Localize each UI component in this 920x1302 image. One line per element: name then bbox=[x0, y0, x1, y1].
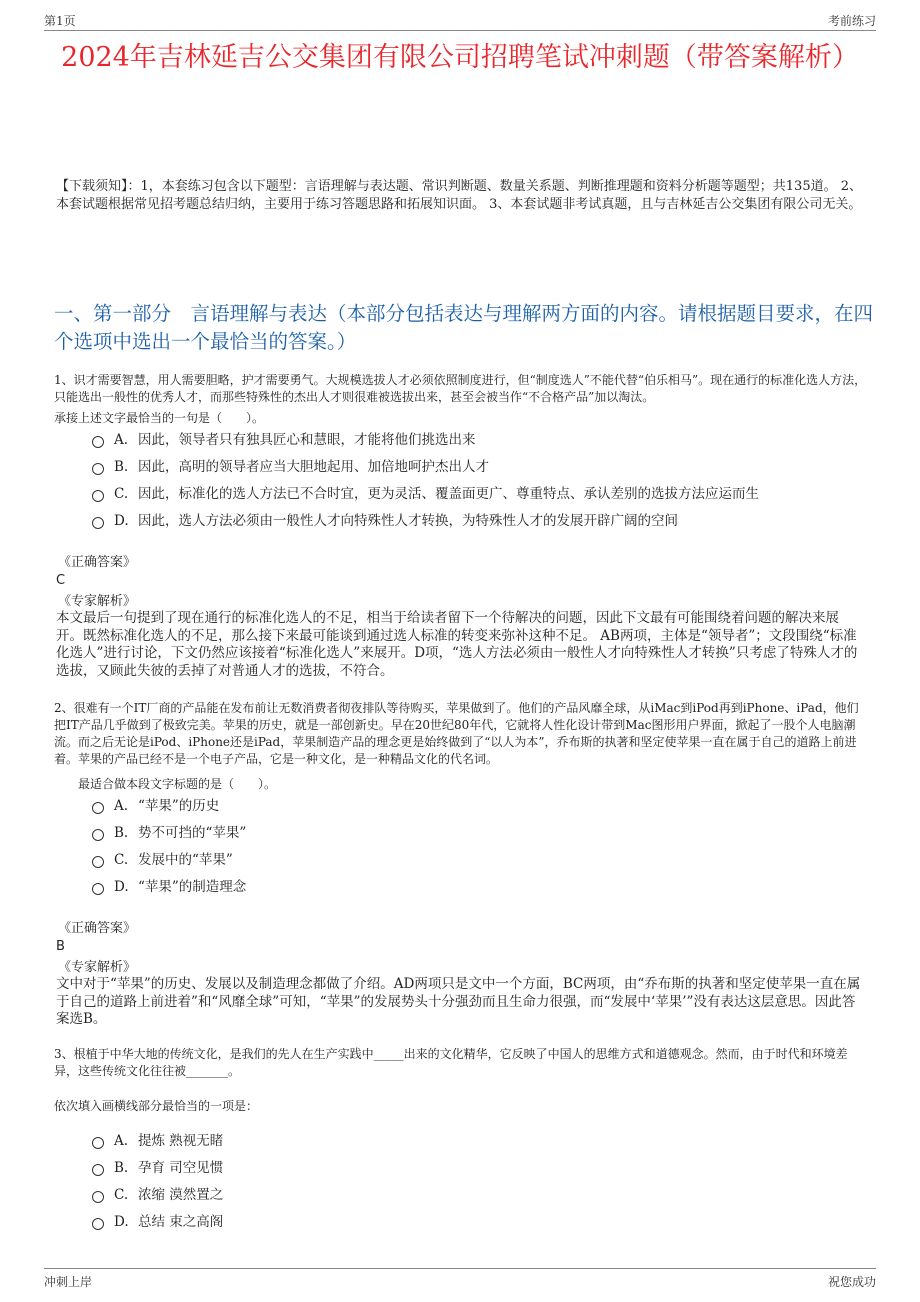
question-2-text: 2、很难有一个IT厂商的产品能在发布前让无数消费者彻夜排队等待购买，苹果做到了。他们的产品风靡全球，从iMac到iPod再到iPhone、iPad，他们把IT产品几乎做到了极致完美。苹果的历史，就是一部创新史。早在20世纪80年代，它就将人性化设计带到Mac图形用户界面，掀起了一股个人电脑潮流。而之后无论是iPod、iPhone还是iPad，苹果制造产品的理念更是始终做到了“以人为本”，乔布斯的执著和坚定使苹果一直在属于自己的道路上前进着。苹果的产品已经不是一个电子产品，它是一种文化，是一种精品文化的代名词。 bbox=[54, 701, 859, 766]
question-1-text: 1、识才需要智慧，用人需要胆略，护才需要勇气。大规模选拔人才必须依照制度进行，但“制度选人”不能代替“伯乐相马”。现在通行的标准化选人方法，只能选出一般性的优秀人才，而那些特殊性的杰出人才则很难被选拔出来，甚至会被当作“不合格产品”加以淘汰。 bbox=[54, 373, 867, 404]
radio-icon[interactable] bbox=[92, 517, 104, 529]
page-footer bbox=[44, 1268, 876, 1293]
question-2-prompt: 最适合做本段文字标题的是（ ）。 bbox=[78, 777, 277, 791]
radio-icon[interactable] bbox=[92, 829, 104, 841]
radio-icon[interactable] bbox=[92, 436, 104, 448]
question-1-answer: C bbox=[56, 573, 66, 588]
question-1-analysis-label: 《专家解析》 bbox=[58, 594, 137, 609]
radio-icon[interactable] bbox=[92, 463, 104, 475]
document-title: 2024年吉林延吉公交集团有限公司招聘笔试冲刺题（带答案解析） bbox=[61, 42, 859, 73]
question-1-option-a[interactable]: A. 因此，领导者只有独具匠心和慧眼，才能将他们挑选出来 bbox=[92, 431, 476, 449]
footer-left: 冲刺上岸 bbox=[44, 1275, 93, 1289]
question-3-option-c[interactable]: C. 浓缩 漠然置之 bbox=[92, 1186, 223, 1204]
radio-icon[interactable] bbox=[92, 1191, 104, 1203]
question-2-option-d[interactable]: D. “苹果”的制造理念 bbox=[92, 878, 246, 896]
footer-right: 祝您成功 bbox=[827, 1275, 876, 1289]
radio-icon[interactable] bbox=[92, 1164, 104, 1176]
question-1-option-c[interactable]: C. 因此，标准化的选人方法已不合时宜，更为灵活、覆盖面更广、尊重特点、承认差别的选拔方法应运而生 bbox=[92, 485, 759, 503]
radio-icon[interactable] bbox=[92, 883, 104, 895]
question-2-answer-label: 《正确答案》 bbox=[58, 921, 137, 936]
question-3-text: 3、根植于中华大地的传统文化，是我们的先人在生产实践中_____出来的文化精华，它反映了中国人的思维方式和道德观念。然而，由于时代和环境差异，这些传统文化往往被_______。 bbox=[54, 1047, 848, 1078]
question-2-analysis-label: 《专家解析》 bbox=[58, 960, 137, 975]
page-number: 第1页 bbox=[44, 14, 76, 28]
question-2-option-b[interactable]: B. 势不可挡的“苹果” bbox=[92, 824, 246, 842]
question-2-option-c[interactable]: C. 发展中的“苹果” bbox=[92, 851, 233, 869]
section-title: 一、第一部分 言语理解与表达（本部分包括表达与理解两方面的内容。请根据题目要求，在四个选项中选出一个最恰当的答案。） bbox=[54, 302, 874, 353]
question-1-answer-label: 《正确答案》 bbox=[58, 555, 137, 570]
question-1-option-b[interactable]: B. 因此，高明的领导者应当大胆地起用、加倍地呵护杰出人才 bbox=[92, 458, 489, 476]
question-2-analysis: 文中对于“苹果”的历史、发展以及制造理念都做了介绍。AD两项只是文中一个方面，BC两项，由“乔布斯的执著和坚定使苹果一直在属于自己的道路上前进着”和“风靡全球”可知，“苹果”的发展势头十分强劲而且生命力很强，而“发展中‘苹果’”没有表达这层意思。因此答案选B。 bbox=[56, 976, 861, 1027]
radio-icon[interactable] bbox=[92, 490, 104, 502]
radio-icon[interactable] bbox=[92, 856, 104, 868]
question-1-analysis: 本文最后一句提到了现在通行的标准化选人的不足，相当于给读者留下一个待解决的问题，因此下文最有可能围绕着问题的解决来展开。既然标准化选人的不足，那么接下来最可能谈到通过选人标准的转变来弥补这种不足。 AB两项，主体是“领导者”；文段围绕“标准化选人”进行讨论，下文仍然应该接着“标准化选人”来展开。D项，“选人方法必须由一般性人才向特殊性人才转换”只考虑了特殊人才的选拔，又顾此失彼的丢掉了对普通人才的选拔，不符合。 bbox=[56, 610, 858, 679]
question-3-option-b[interactable]: B. 孕育 司空见惯 bbox=[92, 1159, 223, 1177]
header-label: 考前练习 bbox=[827, 14, 876, 28]
question-3-prompt: 依次填入画横线部分最恰当的一项是： bbox=[54, 1099, 259, 1113]
radio-icon[interactable] bbox=[92, 1137, 104, 1149]
question-1-option-d[interactable]: D. 因此，选人方法必须由一般性人才向特殊性人才转换，为特殊性人才的发展开辟广阔的空间 bbox=[92, 512, 678, 530]
question-3-option-a[interactable]: A. 提炼 熟视无睹 bbox=[92, 1132, 223, 1150]
download-notice: 【下载须知】：1，本套练习包含以下题型：言语理解与表达题、常识判断题、数量关系题、判断推理题和资料分析题等题型；共135道。 2、本套试题根据常见招考题总结归纳，主要用于练习答题思路和拓展知识面。 3、本套试题非考试真题，且与吉林延吉公交集团有限公司无关。 bbox=[56, 179, 862, 212]
question-2-answer: B bbox=[56, 939, 65, 954]
question-2-option-a[interactable]: A. “苹果”的历史 bbox=[92, 797, 219, 815]
radio-icon[interactable] bbox=[92, 1218, 104, 1230]
question-3-option-d[interactable]: D. 总结 束之高阁 bbox=[92, 1213, 223, 1231]
page-header bbox=[44, 10, 876, 31]
question-1-prompt: 承接上述文字最恰当的一句是（ ）。 bbox=[54, 411, 265, 425]
radio-icon[interactable] bbox=[92, 802, 104, 814]
